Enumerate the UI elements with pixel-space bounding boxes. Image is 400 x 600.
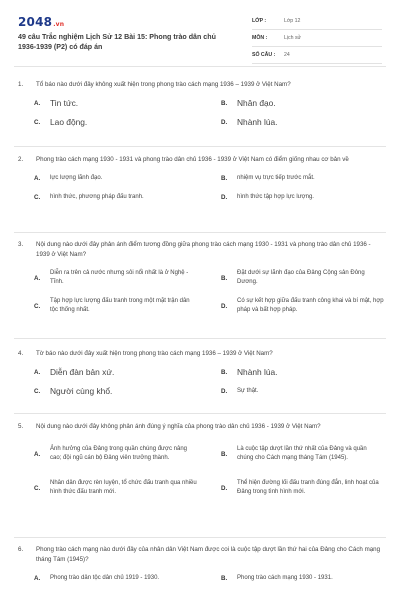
option-letter: A. (34, 369, 41, 376)
option-text: Diễn ra trên cả nước nhưng sôi nổi nhất là ở Nghệ - Tĩnh. (50, 270, 189, 285)
option-text: Tin tức. (50, 98, 79, 108)
option-d[interactable] (205, 113, 384, 132)
question-6 (18, 545, 384, 588)
option-text: Sự thật. (237, 388, 259, 394)
option-letter: C. (34, 194, 41, 201)
option-c[interactable] (18, 188, 197, 207)
question-divider (14, 413, 386, 414)
option-letter: B. (221, 100, 228, 107)
question-2 (18, 155, 384, 207)
question-3 (18, 240, 384, 320)
option-letter: D. (221, 388, 228, 395)
meta-label: LỚP : (252, 18, 267, 24)
option-text: Tập hợp lực lượng đấu tranh trong một mặt trận dân tộc thống nhất. (50, 298, 190, 313)
option-text: Nhành lúa. (237, 117, 278, 127)
option-b[interactable] (205, 363, 384, 382)
option-letter: C. (34, 484, 41, 492)
option-b[interactable] (205, 264, 384, 292)
option-text: Nhân dân được rèn luyện, tổ chức đấu tranh qua nhiều hình thức đấu tranh mới. (50, 480, 197, 495)
option-letter: B. (221, 175, 228, 182)
question-4 (18, 349, 384, 401)
meta-row-class (252, 13, 382, 30)
option-letter: A. (34, 575, 41, 582)
option-text: Đặt dưới sự lãnh đạo của Đảng Cộng sản Đông Dương. (237, 270, 365, 285)
question-1 (18, 80, 384, 132)
option-letter: C. (34, 119, 41, 126)
meta-value: Lịch sử (284, 35, 302, 41)
option-a[interactable] (18, 436, 197, 472)
option-b[interactable] (205, 169, 384, 188)
option-text: hình thức tập hợp lực lượng. (237, 194, 314, 200)
option-c[interactable] (18, 382, 197, 401)
option-b[interactable] (205, 569, 384, 588)
option-letter: C. (34, 302, 41, 310)
option-text: Diễn đàn bản xứ. (50, 367, 115, 377)
option-letter: D. (221, 194, 228, 201)
question-text: Nội dung nào dưới đây phản ánh điểm tương đồng giữa phong trào cách mạng 1930 - 1931 và phong trào dân chủ 1936 - 1939 ở Việt Nam? (36, 241, 371, 258)
option-c[interactable] (18, 113, 197, 132)
option-text: Thể hiện đường lối đấu tranh đúng đắn, linh hoạt của Đảng trong tình hình mới. (237, 480, 379, 495)
logo-main: 2048 (18, 15, 53, 29)
option-d[interactable] (205, 472, 384, 504)
meta-panel (252, 13, 382, 64)
option-text: nhiệm vụ trực tiếp trước mắt. (237, 175, 315, 181)
option-letter: D. (221, 484, 228, 492)
option-d[interactable] (205, 292, 384, 320)
option-a[interactable] (18, 569, 197, 588)
question-divider (14, 338, 386, 339)
logo-suffix: .vn (53, 21, 65, 28)
question-divider (14, 537, 386, 538)
site-logo[interactable] (18, 15, 64, 29)
option-letter: B. (221, 369, 228, 376)
option-text: Là cuộc tập dượt lần thứ nhất của Đảng và quần chúng cho Cách mạng tháng Tám (1945). (237, 446, 367, 461)
option-letter: B. (221, 450, 228, 458)
option-b[interactable] (205, 94, 384, 113)
option-letter: A. (34, 274, 41, 282)
question-number: 6. (18, 546, 24, 553)
option-a[interactable] (18, 363, 197, 382)
option-letter: A. (34, 100, 41, 107)
option-letter: A. (34, 450, 41, 458)
option-text: Người cùng khổ. (50, 386, 113, 396)
option-text: Nhành lúa. (237, 367, 278, 377)
meta-row-count (252, 47, 382, 64)
option-c[interactable] (18, 292, 197, 320)
option-a[interactable] (18, 169, 197, 188)
option-letter: B. (221, 274, 228, 282)
question-divider (14, 232, 386, 233)
option-text: Phong trào dân tộc dân chủ 1919 - 1930. (50, 575, 160, 581)
page-title: 49 câu Trắc nghiệm Lịch Sử 12 Bài 15: Phong trào dân chủ 1936-1939 (P2) có đáp án (18, 33, 216, 51)
option-text: Phong trào cách mạng 1930 - 1931. (237, 575, 333, 581)
option-text: Nhân đạo. (237, 98, 276, 108)
question-text: Phong trào cách mạng 1930 - 1931 và phong trào dân chủ 1936 - 1939 ở Việt Nam có điểm giống nhau cơ bản về (36, 156, 349, 163)
meta-value: Lớp 12 (284, 18, 301, 24)
header-divider (14, 66, 386, 67)
question-text: Tờ báo nào dưới đây xuất hiện trong phong trào cách mạng 1936 – 1939 ở Việt Nam? (36, 350, 273, 357)
question-number: 5. (18, 423, 24, 430)
option-a[interactable] (18, 94, 197, 113)
option-c[interactable] (18, 472, 197, 504)
option-text: lực lượng lãnh đạo. (50, 175, 103, 181)
question-number: 4. (18, 350, 24, 357)
option-letter: D. (221, 119, 228, 126)
option-letter: B. (221, 575, 228, 582)
question-number: 3. (18, 241, 24, 248)
option-text: Lao động. (50, 117, 88, 127)
option-d[interactable] (205, 188, 384, 207)
option-d[interactable] (205, 382, 384, 401)
option-text: hình thức, phương pháp đấu tranh. (50, 194, 144, 200)
option-letter: C. (34, 388, 41, 395)
question-divider (14, 146, 386, 147)
question-number: 1. (18, 81, 24, 88)
meta-label: SỐ CÂU : (252, 52, 276, 58)
question-number: 2. (18, 156, 24, 163)
option-b[interactable] (205, 436, 384, 472)
option-a[interactable] (18, 264, 197, 292)
meta-value: 24 (284, 52, 290, 58)
option-text: Ảnh hưởng của Đảng trong quần chúng được nâng cao; đội ngũ cán bộ Đảng viên trưởng thành. (50, 446, 187, 461)
option-text: Có sự kết hợp giữa đấu tranh công khai và bí mật, hợp pháp và bất hợp pháp. (237, 298, 384, 313)
question-text: Nội dung nào dưới đây không phản ánh đúng ý nghĩa của phong trào dân chủ 1936 - 1939 ở Việt Nam? (36, 423, 321, 430)
question-text: Phong trào cách mạng nào dưới đây của nhân dân Việt Nam được coi là cuộc tập dượt lần thứ hai của Đảng cho Cách mạng tháng Tám (1945)? (36, 546, 381, 563)
option-letter: D. (221, 302, 228, 310)
meta-label: MÔN : (252, 35, 268, 41)
meta-row-subject (252, 30, 382, 47)
question-text: Tổ báo nào dưới đây không xuất hiện trong phong trào cách mạng 1936 – 1939 ở Việt Nam? (36, 81, 291, 88)
option-letter: A. (34, 175, 41, 182)
question-5 (18, 422, 384, 504)
